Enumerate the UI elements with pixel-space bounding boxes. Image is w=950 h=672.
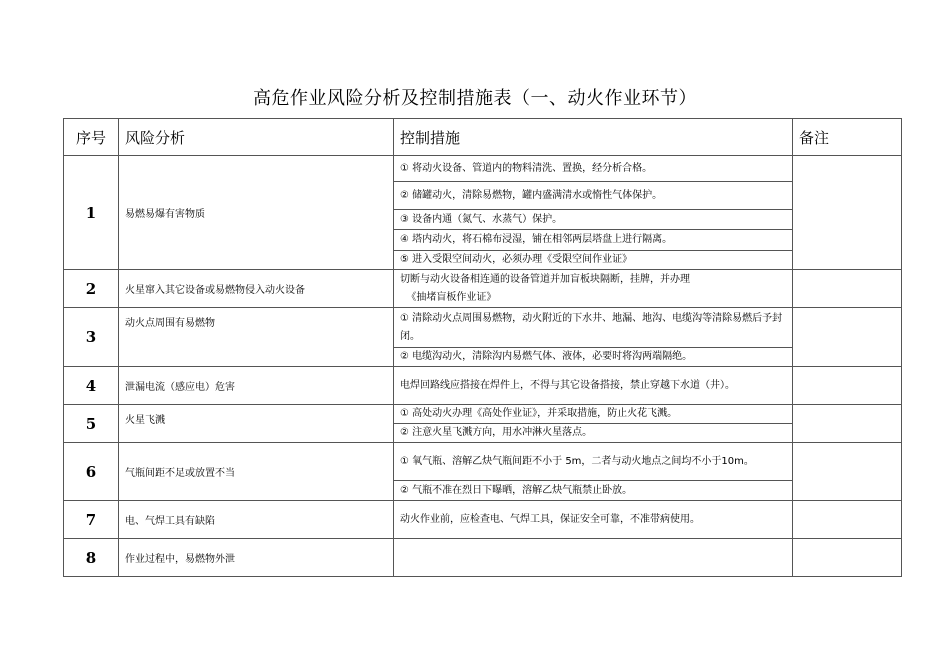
risk-cell: 气瓶间距不足或放置不当 (119, 443, 394, 501)
measure-cell: ⑤ 进入受限空间动火，必须办理《受限空间作业证》 (394, 251, 793, 270)
table-row (64, 367, 902, 405)
note-cell (793, 308, 902, 367)
risk-cell: 易燃易爆有害物质 (119, 156, 394, 270)
row-number: 7 (64, 501, 119, 539)
measure-cell (394, 539, 793, 577)
measure-cell: 切断与动火设备相连通的设备管道并加盲板块隔断，挂牌，并办理 《抽堵盲板作业证》 (394, 270, 793, 308)
risk-cell: 动火点周围有易燃物 (119, 308, 394, 367)
table-row (64, 156, 902, 182)
measure-cell: ① 高处动火办理《高处作业证》，并采取措施，防止火花飞溅。 (394, 405, 793, 424)
table-row (64, 308, 902, 348)
note-cell (793, 156, 902, 270)
measure-cell: ② 储罐动火，清除易燃物，罐内盛满清水或惰性气体保护。 (394, 182, 793, 210)
note-cell (793, 539, 902, 577)
measure-cell: ④ 塔内动火，将石棉布浸湿，铺在相邻两层塔盘上进行隔离。 (394, 230, 793, 251)
measure-cell: ② 气瓶不准在烈日下曝晒，溶解乙炔气瓶禁止卧放。 (394, 481, 793, 501)
risk-cell: 泄漏电流（感应电）危害 (119, 367, 394, 405)
measure-cell: ② 注意火星飞溅方向，用水冲淋火星落点。 (394, 424, 793, 443)
risk-cell: 火星飞溅 (119, 405, 394, 443)
note-cell (793, 367, 902, 405)
note-cell (793, 501, 902, 539)
note-cell (793, 443, 902, 501)
row-number: 8 (64, 539, 119, 577)
row-number: 3 (64, 308, 119, 367)
measure-cell: ③ 设备内通（氮气、水蒸气）保护。 (394, 210, 793, 230)
note-cell (793, 405, 902, 443)
header-risk: 风险分析 (119, 119, 394, 156)
measure-cell: ② 电缆沟动火，清除沟内易燃气体、液体，必要时将沟两端隔绝。 (394, 348, 793, 367)
measure-cell: ① 将动火设备、管道内的物料清洗、置换，经分析合格。 (394, 156, 793, 182)
page-title: 高危作业风险分析及控制措施表（一、动火作业环节） (253, 88, 697, 109)
row-number: 6 (64, 443, 119, 501)
header-note: 备注 (793, 119, 902, 156)
row-number: 4 (64, 367, 119, 405)
measure-cell: ① 氧气瓶、溶解乙炔气瓶间距不小于 5m，二者与动火地点之间均不小于10m。 (394, 443, 793, 481)
table-row (64, 443, 902, 481)
risk-cell: 火星窜入其它设备或易燃物侵入动火设备 (119, 270, 394, 308)
table-header-row (64, 119, 902, 156)
risk-cell: 作业过程中，易燃物外泄 (119, 539, 394, 577)
table-row (64, 270, 902, 308)
table-row (64, 501, 902, 539)
risk-cell: 电、气焊工具有缺陷 (119, 501, 394, 539)
row-number: 5 (64, 405, 119, 443)
table-row (64, 539, 902, 577)
row-number: 2 (64, 270, 119, 308)
measure-cell: 电焊回路线应搭接在焊件上，不得与其它设备搭接，禁止穿越下水道（井）。 (394, 367, 793, 405)
table-row (64, 405, 902, 424)
header-no: 序号 (64, 119, 119, 156)
risk-control-table (63, 118, 902, 577)
measure-cell: 动火作业前，应检查电、气焊工具，保证安全可靠，不准带病使用。 (394, 501, 793, 539)
note-cell (793, 270, 902, 308)
measure-cell: ① 清除动火点周围易燃物，动火附近的下水井、地漏、地沟、电缆沟等清除易燃后予封闭。 (394, 308, 793, 348)
header-measure: 控制措施 (394, 119, 793, 156)
row-number: 1 (64, 156, 119, 270)
